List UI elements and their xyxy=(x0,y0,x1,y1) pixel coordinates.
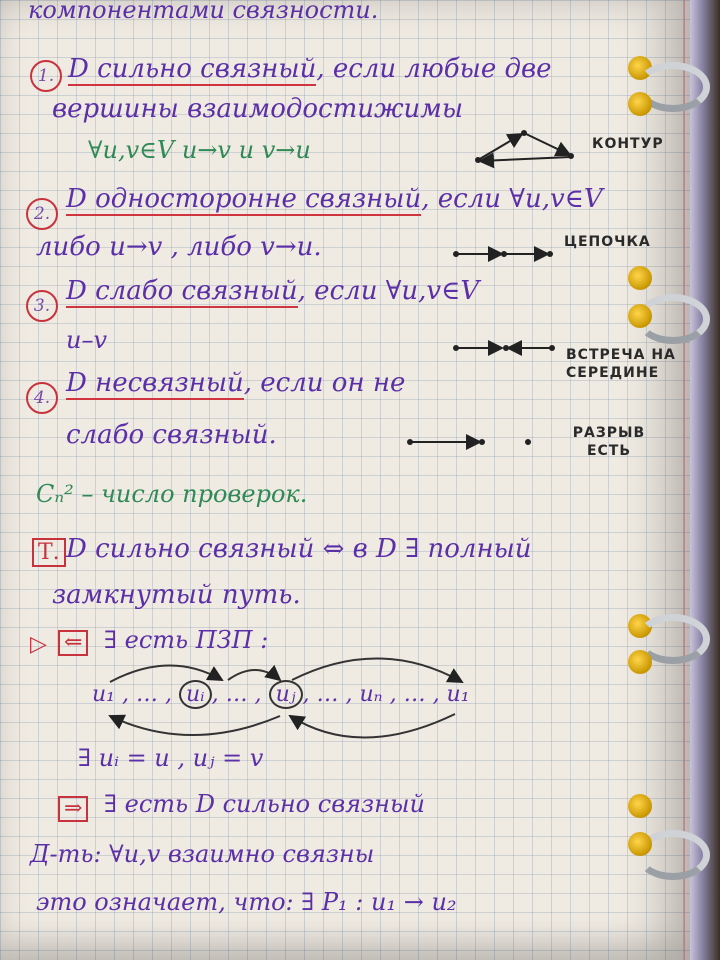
definition-term: D слабо связный xyxy=(66,276,298,306)
definition-formula: ∀u,v∈V u→v и v→u xyxy=(88,136,311,164)
meet-diagram xyxy=(453,345,555,351)
definition-term: D односторонне связный xyxy=(66,184,422,214)
definition-term: D сильно связный xyxy=(68,54,317,84)
proof-arrow-icon: ▷ xyxy=(30,632,47,657)
chain-diagram xyxy=(453,251,553,257)
header-text: компонентами связности. xyxy=(28,0,379,24)
definition-text: , если он не xyxy=(243,368,406,398)
theorem-mark: Т. xyxy=(32,538,66,567)
definition-term: D несвязный xyxy=(66,368,244,398)
proof-direction-2-mark: ⇒ xyxy=(58,796,88,822)
proof-direction-1-line: ∃ есть ПЗП : xyxy=(104,626,269,654)
definition-text-line: вершины взаимодостижимы xyxy=(52,94,463,124)
last-line: это означает, что: ∃ P₁ : u₁ → u₂ xyxy=(36,888,457,916)
gap-diagram xyxy=(407,439,531,445)
definition-number: 1. xyxy=(30,60,62,92)
let-line: ∃ uᵢ = u , uⱼ = v xyxy=(78,744,264,772)
diagram-label: ЦЕПОЧКА xyxy=(564,234,651,250)
definition-text: , если ∀u,v∈V xyxy=(297,276,480,306)
sequence-start: u₁ , … , xyxy=(92,682,172,707)
diagram-label: ВСТРЕЧА НА СЕРЕДИНЕ xyxy=(566,347,676,381)
definition-text-line: либо u→v , либо v→u. xyxy=(36,232,322,262)
definition-text: , если любые две xyxy=(316,54,552,84)
sequence-mid: , … , xyxy=(211,682,262,707)
theorem-line-1: D сильно связный ⇔ в D ∃ полный xyxy=(66,534,532,564)
combo-note: Cₙ² – число проверок. xyxy=(36,480,308,508)
definition-number: 4. xyxy=(26,382,58,414)
theorem-line-2: замкнутый путь. xyxy=(52,580,301,610)
diagram-label: КОНТУР xyxy=(592,136,664,152)
diagram-label: РАЗРЫВ ЕСТЬ xyxy=(572,425,646,459)
need-to-prove-line: Д-ть: ∀u,v взаимно связны xyxy=(30,840,375,868)
path-arcs xyxy=(110,658,462,737)
definition-number: 3. xyxy=(26,290,58,322)
sequence-end: , … , uₙ , … , u₁ xyxy=(302,682,470,707)
definition-text-line: u–v xyxy=(66,326,108,354)
vertex-uj: uⱼ xyxy=(269,680,303,709)
proof-direction-1-mark: ⇐ xyxy=(58,630,88,656)
contour-diagram xyxy=(475,130,574,163)
definition-number: 2. xyxy=(26,198,58,230)
definition-text: , если ∀u,v∈V xyxy=(421,184,603,214)
definition-text-line: слабо связный. xyxy=(66,420,277,450)
vertex-ui: uᵢ xyxy=(179,680,212,709)
proof-direction-2-line: ∃ есть D сильно связный xyxy=(104,790,425,818)
